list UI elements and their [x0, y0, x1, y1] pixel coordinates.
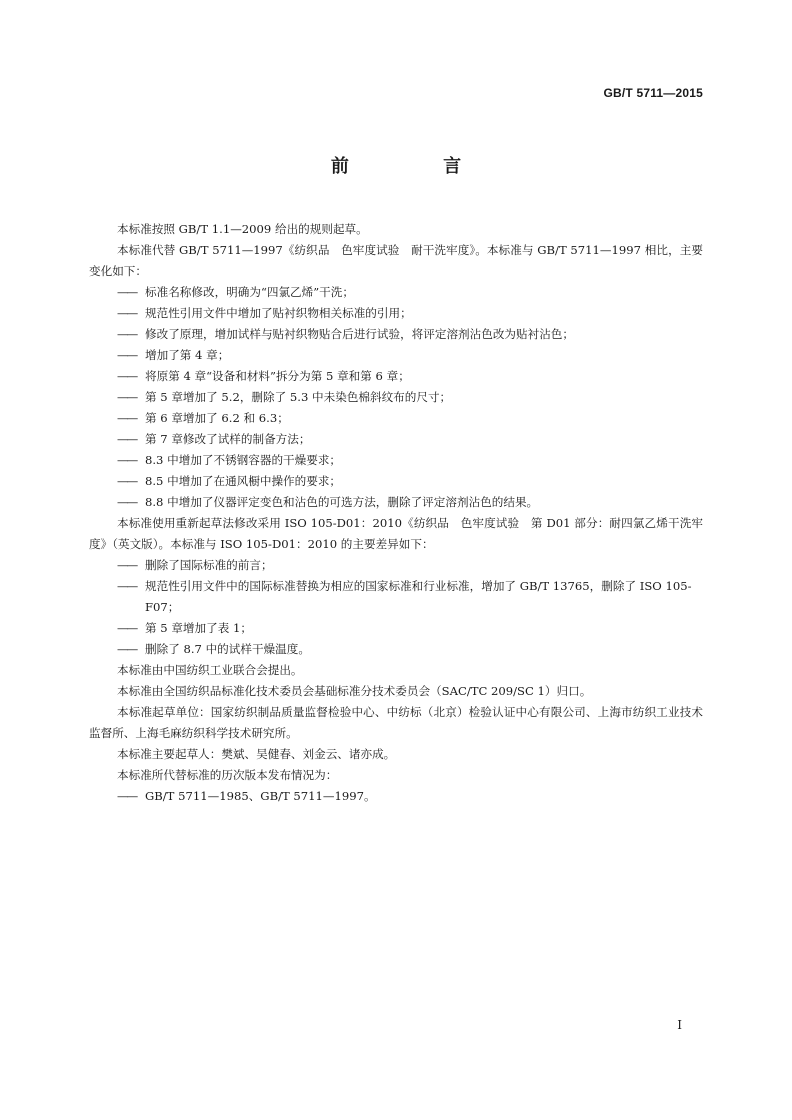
dash-mark: —— [117, 348, 137, 362]
list-item-text: 增加了第 4 章； [145, 348, 230, 362]
dash-mark: —— [117, 621, 137, 635]
dash-mark: —— [117, 474, 137, 488]
dash-mark: —— [117, 369, 137, 383]
dash-mark: —— [117, 642, 137, 656]
dash-mark: —— [117, 411, 137, 425]
dash-mark: —— [117, 306, 137, 320]
list-item [89, 639, 703, 660]
dash-mark: —— [117, 285, 137, 299]
list-item [89, 408, 703, 429]
list-item-text: 标准名称修改，明确为“四氯乙烯”干洗； [145, 285, 354, 299]
list-item-text: 第 6 章增加了 6.2 和 6.3； [145, 411, 289, 425]
page-number: I [677, 1018, 682, 1032]
list-item [89, 303, 703, 324]
list-item [89, 576, 703, 618]
list-item-text: GB/T 5711—1985、GB/T 5711—1997。 [145, 789, 376, 803]
dash-mark: —— [117, 390, 137, 404]
list-item-text: 第 5 章增加了 5.2，删除了 5.3 中未染色棉斜纹布的尺寸； [145, 390, 452, 404]
list-item-text: 将原第 4 章“设备和材料”拆分为第 5 章和第 6 章； [145, 369, 410, 383]
list-item-text: 第 7 章修改了试样的制备方法； [145, 432, 311, 446]
list-item-text: 删除了国际标准的前言； [145, 558, 273, 572]
list-item [89, 345, 703, 366]
list-item-text: 修改了原理，增加试样与贴衬织物贴合后进行试验，将评定溶剂沾色改为贴衬沾色； [145, 327, 574, 341]
paragraph: 本标准按照 GB/T 1.1—2009 给出的规则起草。 [117, 222, 368, 236]
list-item [89, 282, 703, 303]
dash-mark: —— [117, 432, 137, 446]
paragraph: 本标准所代替标准的历次版本发布情况为： [117, 768, 338, 782]
list-item [89, 387, 703, 408]
list-item [89, 450, 703, 471]
dash-mark: —— [117, 558, 137, 572]
paragraph: 本标准由全国纺织品标准化技术委员会基础标准分技术委员会（SAC/TC 209/SC 1）归口。 [117, 684, 592, 698]
paragraph: 本标准使用重新起草法修改采用 ISO 105-D01：2010《纺织品 色牢度试验 第 D01 部分：耐四氯乙烯干洗牢度》（英文版）。本标准与 ISO 105-D01：2010 的主要差异如下： [89, 516, 703, 551]
list-item [89, 429, 703, 450]
dash-mark: —— [117, 453, 137, 467]
document-body [89, 219, 703, 807]
paragraph: 本标准主要起草人：樊斌、吴健春、刘金云、诸亦成。 [117, 747, 396, 761]
list-item-text: 规范性引用文件中的国际标准替换为相应的国家标准和行业标准，增加了 GB/T 13765，删除了 ISO 105-F07； [145, 579, 692, 614]
list-item-text: 8.5 中增加了在通风橱中操作的要求； [145, 474, 342, 488]
list-item [89, 618, 703, 639]
paragraph: 本标准代替 GB/T 5711—1997《纺织品 色牢度试验 耐干洗牢度》。本标准与 GB/T 5711—1997 相比，主要变化如下： [89, 243, 703, 278]
dash-mark: —— [117, 495, 137, 509]
list-item-text: 8.3 中增加了不锈钢容器的干燥要求； [145, 453, 342, 467]
standard-number: GB/T 5711—2015 [603, 86, 703, 100]
list-item [89, 471, 703, 492]
list-item-text: 8.8 中增加了仪器评定变色和沾色的可选方法，删除了评定溶剂沾色的结果。 [145, 495, 539, 509]
list-item [89, 324, 703, 345]
paragraph: 本标准由中国纺织工业联合会提出。 [117, 663, 303, 677]
list-item [89, 492, 703, 513]
dash-mark: —— [117, 579, 137, 593]
list-item [89, 555, 703, 576]
paragraph: 本标准起草单位：国家纺织制品质量监督检验中心、中纺标（北京）检验认证中心有限公司、上海市纺织工业技术监督所、上海毛麻纺织科学技术研究所。 [89, 705, 703, 740]
list-item [89, 786, 703, 807]
page-title: 前 言 [330, 156, 506, 177]
list-item [89, 366, 703, 387]
dash-mark: —— [117, 327, 137, 341]
dash-mark: —— [117, 789, 137, 803]
list-item-text: 规范性引用文件中增加了贴衬织物相关标准的引用； [145, 306, 412, 320]
list-item-text: 删除了 8.7 中的试样干燥温度。 [145, 642, 310, 656]
list-item-text: 第 5 章增加了表 1； [145, 621, 252, 635]
